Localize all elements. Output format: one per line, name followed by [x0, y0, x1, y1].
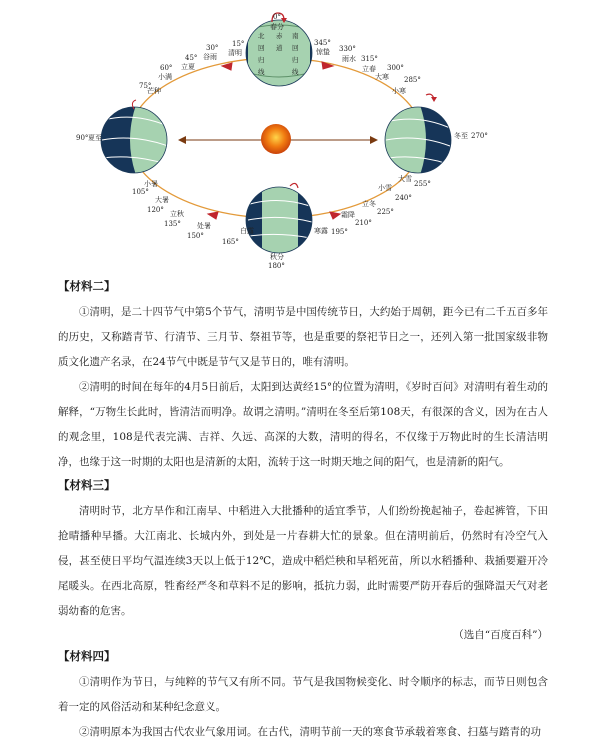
svg-text:寒露: 寒露 — [314, 227, 328, 235]
svg-text:150°: 150° — [187, 232, 204, 240]
svg-text:270°: 270° — [471, 132, 488, 140]
svg-text:45°: 45° — [185, 54, 198, 62]
svg-text:南: 南 — [292, 32, 299, 40]
svg-text:285°: 285° — [404, 76, 421, 84]
svg-text:180°: 180° — [268, 262, 285, 270]
article-body — [58, 276, 548, 745]
globe-autumn-equinox — [244, 185, 314, 255]
svg-text:冬至: 冬至 — [454, 132, 468, 140]
material3-paragraph: 清明时节，北方旱作和江南早、中稻进入大批播种的适宜季节，人们纷纷挽起袖子，卷起裤管，下田抢晴播种早播。大江南北、长城内外，到处是一片春耕大忙的景象。但在清明前后，仍然时有冷空气入侵，甚至使日平均气温连续3天以上低于12℃，造成中稻烂秧和早稻死苗，所以水稻播种、栽插要避开冷尾暖头。在西北高原，牲畜经严冬和草料不足的影响，抵抗力弱，此时需要严防开春后的强降温天气对老弱幼畜的危害。 — [58, 505, 548, 617]
svg-text:谷雨: 谷雨 — [203, 53, 217, 61]
svg-text:195°: 195° — [331, 228, 348, 236]
svg-text:120°: 120° — [147, 206, 164, 214]
svg-text:15°: 15° — [232, 40, 245, 48]
svg-text:夏至: 夏至 — [88, 134, 102, 142]
svg-text:立春: 立春 — [362, 65, 376, 73]
svg-text:210°: 210° — [355, 219, 372, 227]
svg-text:回: 回 — [258, 44, 265, 52]
svg-text:大寒: 大寒 — [375, 73, 389, 81]
sun — [261, 124, 291, 154]
svg-text:道: 道 — [276, 44, 283, 52]
globe-summer-solstice — [100, 105, 170, 175]
svg-text:回: 回 — [292, 44, 299, 52]
material3-source: （选自“百度百科”） — [453, 629, 548, 641]
svg-text:秋分: 秋分 — [270, 253, 284, 261]
svg-text:立秋: 立秋 — [170, 210, 184, 218]
material3-heading: 【材料三】 — [58, 478, 116, 492]
svg-text:小寒: 小寒 — [392, 87, 406, 95]
svg-text:白露: 白露 — [240, 227, 254, 235]
svg-text:345°: 345° — [314, 39, 331, 47]
svg-text:大暑: 大暑 — [155, 196, 169, 204]
svg-text:赤: 赤 — [276, 32, 283, 40]
material4-paragraph-1: ①清明作为节日，与纯粹的节气又有所不同。节气是我国物候变化、时令顺序的标志，而节日则包含着一定的风俗活动和某种纪念意义。 — [58, 676, 548, 713]
svg-text:315°: 315° — [361, 55, 378, 63]
svg-text:霜降: 霜降 — [341, 211, 355, 219]
svg-text:0°: 0° — [273, 13, 281, 21]
svg-text:北: 北 — [258, 32, 265, 40]
svg-text:小暑: 小暑 — [144, 180, 158, 188]
svg-text:雨水: 雨水 — [342, 55, 356, 63]
svg-text:归: 归 — [292, 56, 299, 64]
svg-text:处暑: 处暑 — [197, 222, 211, 230]
svg-text:165°: 165° — [222, 238, 239, 246]
svg-text:芒种: 芒种 — [147, 87, 161, 95]
material4-heading: 【材料四】 — [58, 649, 116, 663]
svg-text:线: 线 — [258, 68, 265, 76]
material2-paragraph-2: ②清明的时间在每年的4月5日前后，太阳到达黄经15°的位置为清明，《岁时百问》对清明有着生动的解释，“万物生长此时，皆清洁而明净。故谓之清明。”清明在冬至后第108天，有很深的含义，因为在古人的观念里，108是代表完满、吉祥、久远、高深的大数，清明的得名，不仅缘于万物此时的生长清洁明净，也缘于这一时期的太阳也是清新的太阳，流转于这一时期天地之间的阳气，也是清新的阳气。 — [58, 381, 548, 468]
svg-text:240°: 240° — [395, 194, 412, 202]
svg-text:255°: 255° — [414, 180, 431, 188]
svg-text:135°: 135° — [164, 220, 181, 228]
svg-text:90°: 90° — [76, 134, 89, 142]
svg-text:惊蛰: 惊蛰 — [316, 48, 330, 56]
rotation-arrow-icon-bottom — [290, 183, 298, 188]
svg-text:小满: 小满 — [158, 73, 172, 81]
svg-text:立冬: 立冬 — [362, 200, 376, 208]
svg-text:330°: 330° — [339, 45, 356, 53]
globe-winter-solstice — [384, 105, 454, 175]
material4-paragraph-2: ②清明原本为我国古代农业气象用词。在古代，清明节前一天的寒食节承载着寒食、扫墓与踏青的功 — [79, 726, 541, 738]
svg-text:归: 归 — [258, 56, 265, 64]
svg-text:225°: 225° — [377, 208, 394, 216]
svg-text:立夏: 立夏 — [181, 63, 195, 71]
svg-text:大雪: 大雪 — [398, 175, 412, 183]
svg-text:小雪: 小雪 — [378, 184, 392, 192]
svg-text:105°: 105° — [132, 188, 149, 196]
material2-heading: 【材料二】 — [58, 279, 116, 293]
svg-text:30°: 30° — [206, 44, 219, 52]
svg-text:75°: 75° — [139, 82, 152, 90]
svg-text:清明: 清明 — [228, 49, 242, 57]
svg-text:60°: 60° — [160, 64, 173, 72]
svg-text:线: 线 — [292, 68, 299, 76]
svg-text:春分: 春分 — [270, 23, 284, 31]
solar-terms-diagram — [0, 0, 595, 275]
svg-text:300°: 300° — [387, 64, 404, 72]
material2-paragraph-1: ①清明，是二十四节气中第5个节气，清明节是中国传统节日，大约始于周朝，距今已有二千五百多年的历史，又称踏青节、行清节、三月节、祭祖节等，也是重要的祭祀节日之一，还列入第一批国家级非物质文化遗产名录，在24节气中既是节气又是节日的，唯有清明。 — [58, 306, 548, 368]
